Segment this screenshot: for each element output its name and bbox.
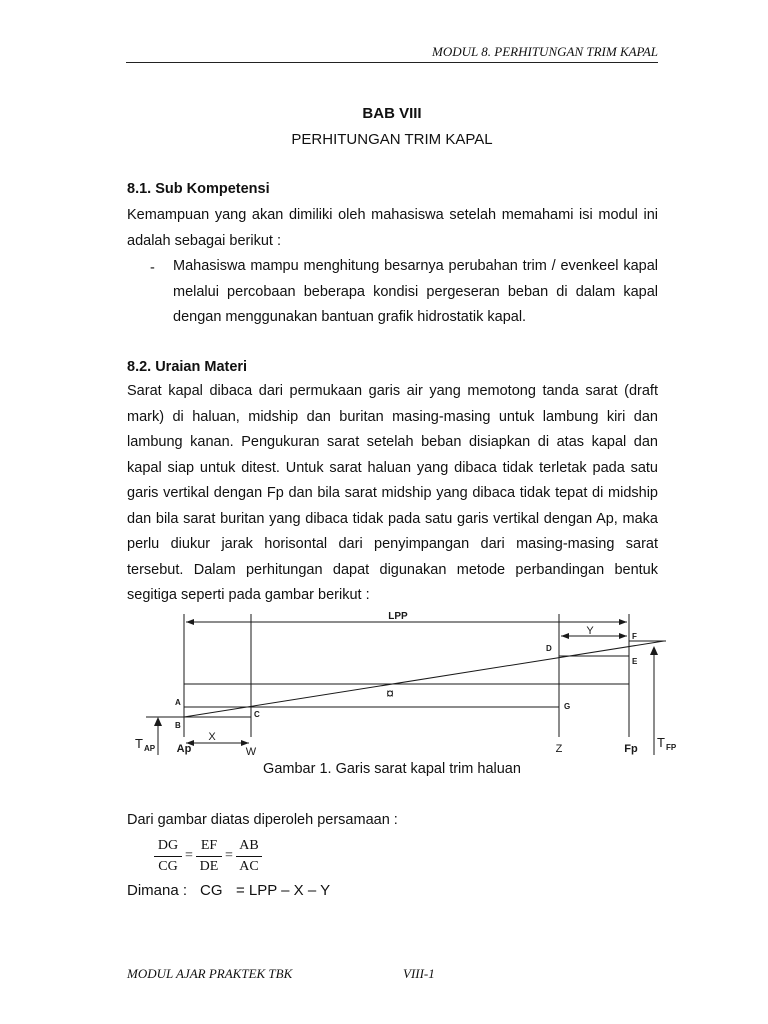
label-fp: Fp — [624, 743, 638, 755]
midship-symbol: ¤ — [386, 685, 394, 701]
y-arrowhead-left — [561, 633, 569, 639]
point-b: B — [175, 721, 181, 730]
bullet-item: Mahasiswa mampu menghitung besarnya perubahan trim / evenkeel kapal melalui percobaan beberapa kondisi pergeseran beban di dalam kapal dengan menggunakan bantuan grafik hidrostatik kapal. — [173, 258, 658, 325]
fraction-denominator: DE — [199, 859, 219, 874]
label-y: Y — [586, 625, 594, 637]
label-t-ap-sub: AP — [144, 744, 156, 753]
label-t-ap: T — [135, 736, 143, 751]
point-f: F — [632, 632, 637, 641]
where-label: Dimana : — [127, 882, 188, 899]
bullet-marker: - — [150, 260, 155, 276]
section-heading-8-2: 8.2. Uraian Materi — [127, 359, 248, 375]
footer-page-number: VIII-1 — [403, 966, 435, 981]
section-heading-8-1: 8.1. Sub Kompetensi — [127, 181, 270, 197]
equals-sign: = — [225, 848, 233, 863]
where-rhs: = LPP – X – Y — [236, 882, 331, 899]
label-t-fp-sub: FP — [666, 743, 677, 752]
label-w: W — [245, 746, 257, 758]
tap-arrowhead — [154, 717, 162, 726]
fraction-ef-de — [196, 838, 222, 875]
fraction-numerator: DG — [154, 838, 182, 857]
lpp-arrowhead-left — [186, 619, 194, 625]
running-header: MODUL 8. PERHITUNGAN TRIM KAPAL — [432, 44, 658, 59]
figure-caption: Gambar 1. Garis sarat kapal trim haluan — [263, 761, 521, 777]
label-lpp: LPP — [388, 611, 408, 622]
label-x: X — [208, 731, 216, 743]
label-z: Z — [555, 743, 563, 755]
point-a: A — [175, 698, 181, 707]
chapter-number: BAB VIII — [362, 105, 422, 122]
fraction-ab-ac — [236, 838, 262, 875]
label-t-fp: T — [657, 735, 665, 750]
equation-intro: Dari gambar diatas diperoleh persamaan : — [127, 812, 398, 828]
point-e: E — [632, 657, 638, 666]
fraction-denominator: AC — [239, 859, 259, 874]
where-lhs: CG — [200, 882, 223, 899]
tfp-arrowhead — [650, 646, 658, 655]
trim-waterline — [184, 641, 664, 717]
equals-sign: = — [185, 848, 193, 863]
fraction-numerator: EF — [196, 838, 222, 857]
fraction-denominator: CG — [158, 859, 178, 874]
section-8-1-intro: Kemampuan yang akan dimiliki oleh mahasiswa setelah memahami isi modul ini adalah sebagai berikut : — [127, 207, 658, 249]
fraction-dg-cg — [154, 838, 182, 875]
label-ap: Ap — [176, 743, 192, 755]
lpp-arrowhead-right — [619, 619, 627, 625]
chapter-title: PERHITUNGAN TRIM KAPAL — [291, 131, 493, 148]
point-c: C — [254, 710, 260, 719]
point-g: G — [564, 702, 571, 711]
footer-module-name: MODUL AJAR PRAKTEK TBK — [127, 966, 293, 981]
point-d: D — [546, 644, 552, 653]
y-arrowhead-right — [619, 633, 627, 639]
section-8-2-paragraph: Sarat kapal dibaca dari permukaan garis air yang memotong tanda sarat (draft mark) di haluan, midship dan buritan masing-masing untuk lambung kiri dan lambung kanan. Pengukuran sarat setelah beban disiapkan di atas kapal dan kapal siap untuk ditest. Untuk sarat haluan yang dibaca tidak terletak pada satu garis vertikal dengan Fp dan bila sarat midship yang dibaca tidak tepat di midship dan bila sarat buritan yang dibaca tidak pada satu garis vertikal dengan Ap, maka perlu diukur jarak horisontal dari penyimpangan dari masing-masing sarat tersebut. Dalam perhitungan dapat digunakan metode perbandingan bentuk segitiga seperti pada gambar berikut : — [127, 383, 658, 603]
fraction-numerator: AB — [236, 838, 262, 857]
